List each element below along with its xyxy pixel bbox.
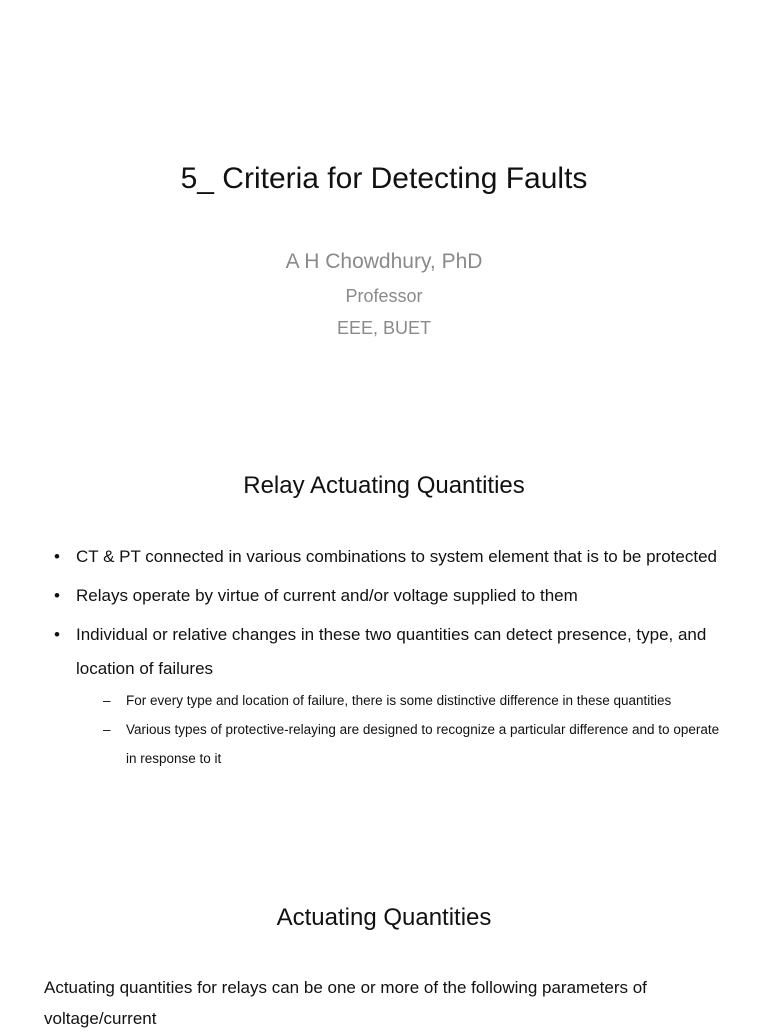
author-affiliation: EEE, BUET [336,318,432,338]
bullet-icon: • [54,586,60,605]
list-item [50,618,720,773]
bullet-icon: • [54,547,60,566]
dash-icon: – [103,722,111,737]
slide-body-text: Actuating quantities for relays can be one or more of the following parameters of voltage/current [44,978,647,1028]
title-slide [0,0,768,430]
sub-list-item [76,686,720,715]
list-item [50,579,720,613]
bullet-text: Relays operate by virtue of current and/or voltage supplied to them [76,586,578,605]
bullet-text: Individual or relative changes in these two quantities can detect presence, type, and location of failures [76,625,707,678]
actuating-quantities-slide [0,860,768,1028]
sub-bullet-list [76,686,720,773]
slide-heading: Actuating Quantities [276,904,492,931]
bullet-list [50,540,720,778]
slide-heading: Relay Actuating Quantities [243,472,525,499]
bullet-text: CT & PT connected in various combinations to system element that is to be protected [76,547,717,566]
author-position: Professor [345,286,423,306]
dash-icon: – [103,693,111,708]
author-name: A H Chowdhury, PhD [285,250,483,273]
sub-bullet-text: For every type and location of failure, there is some distinctive difference in these quantities [126,693,672,708]
sub-list-item [76,715,720,773]
sub-bullet-text: Various types of protective-relaying are designed to recognize a particular difference and to operate in response to it [126,722,720,766]
bullet-icon: • [54,625,60,644]
relay-actuating-slide [0,430,768,850]
list-item [50,540,720,574]
presentation-title: 5_ Criteria for Detecting Faults [180,162,588,195]
